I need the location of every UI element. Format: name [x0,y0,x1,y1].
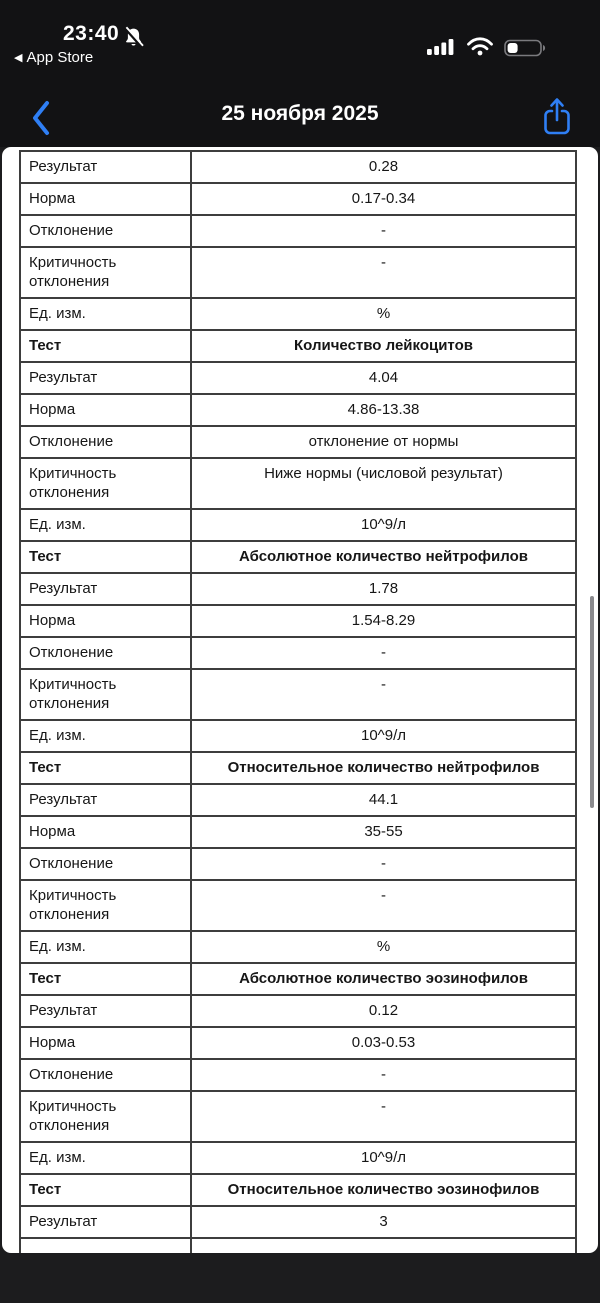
table-row [20,151,576,183]
table-row [20,330,576,362]
row-label [20,1238,191,1253]
row-label: Результат [20,573,191,605]
row-label: Критичность отклонения [20,1091,191,1142]
table-row [20,1059,576,1091]
row-label: Отклонение [20,1059,191,1091]
cellular-signal-icon [427,38,457,61]
results-table-body [20,151,576,1253]
status-time: 23:40 [63,22,120,45]
table-row [20,752,576,784]
table-row [20,605,576,637]
row-label: Ед. изм. [20,1142,191,1174]
row-label: Отклонение [20,426,191,458]
table-row [20,1091,576,1142]
row-value: 0.03-0.53 [191,1027,576,1059]
row-label: Тест [20,541,191,573]
header-bar [0,0,600,147]
table-row [20,1174,576,1206]
row-label: Критичность отклонения [20,669,191,720]
row-value: 3 [191,1206,576,1238]
row-label: Ед. изм. [20,720,191,752]
table-row [20,573,576,605]
row-label: Критичность отклонения [20,247,191,298]
row-label: Отклонение [20,637,191,669]
document-page[interactable] [2,147,598,1253]
table-row [20,720,576,752]
scrollbar-thumb[interactable] [590,596,594,808]
row-value: 4.86-13.38 [191,394,576,426]
row-label: Результат [20,995,191,1027]
page-title: 25 ноября 2025 [221,102,379,125]
row-label: Критичность отклонения [20,880,191,931]
table-row [20,183,576,215]
row-value: - [191,848,576,880]
row-value: 44.1 [191,784,576,816]
table-row [20,394,576,426]
table-row [20,1206,576,1238]
table-row [20,1027,576,1059]
row-value: - [191,1059,576,1091]
row-value: % [191,298,576,330]
bell-slash-icon [122,26,145,54]
table-row [20,247,576,298]
back-app-label: App Store [26,49,94,66]
row-label: Ед. изм. [20,931,191,963]
table-row [20,1142,576,1174]
table-row [20,458,576,509]
table-row [20,215,576,247]
row-label: Тест [20,330,191,362]
row-value: 0.17-0.34 [191,183,576,215]
row-value: Ниже нормы (числовой результат) [191,458,576,509]
row-value: % [191,931,576,963]
row-value: 0.28 [191,151,576,183]
row-label: Тест [20,752,191,784]
status-back-link[interactable] [14,49,93,66]
table-row [20,880,576,931]
row-label: Норма [20,605,191,637]
table-row-partial [20,1238,576,1253]
row-label: Результат [20,784,191,816]
row-label: Ед. изм. [20,298,191,330]
table-row [20,509,576,541]
lab-results-table [19,150,577,1253]
row-value: 10^9/л [191,720,576,752]
table-row [20,931,576,963]
row-label: Критичность отклонения [20,458,191,509]
row-value: - [191,215,576,247]
row-label: Норма [20,394,191,426]
row-label: Отклонение [20,848,191,880]
table-row [20,541,576,573]
row-label: Результат [20,151,191,183]
table-row [20,426,576,458]
table-row [20,816,576,848]
row-value: 1.54-8.29 [191,605,576,637]
row-value: Относительное количество нейтрофилов [191,752,576,784]
row-value: - [191,669,576,720]
table-row [20,362,576,394]
battery-low-icon [504,39,546,62]
row-value: 1.78 [191,573,576,605]
wifi-icon [466,37,494,61]
row-value: - [191,1091,576,1142]
row-value: 10^9/л [191,1142,576,1174]
row-value: 10^9/л [191,509,576,541]
row-value: - [191,247,576,298]
row-value: 0.12 [191,995,576,1027]
row-value: Относительное количество эозинофилов [191,1174,576,1206]
row-label: Тест [20,963,191,995]
row-label: Норма [20,1027,191,1059]
table-row [20,784,576,816]
row-value: - [191,637,576,669]
back-triangle-icon: ◀ [14,52,23,64]
row-value: Абсолютное количество нейтрофилов [191,541,576,573]
row-value [191,1238,576,1253]
row-value: отклонение от нормы [191,426,576,458]
row-label: Результат [20,1206,191,1238]
row-label: Тест [20,1174,191,1206]
share-icon [541,96,573,140]
table-row [20,669,576,720]
table-row [20,995,576,1027]
table-row [20,963,576,995]
row-label: Результат [20,362,191,394]
row-value: - [191,880,576,931]
row-label: Отклонение [20,215,191,247]
row-label: Норма [20,183,191,215]
row-label: Ед. изм. [20,509,191,541]
table-row [20,848,576,880]
table-row [20,637,576,669]
share-button[interactable] [541,96,573,145]
row-value: 4.04 [191,362,576,394]
table-row [20,298,576,330]
row-value: Абсолютное количество эозинофилов [191,963,576,995]
row-value: 35-55 [191,816,576,848]
row-value: Количество лейкоцитов [191,330,576,362]
row-label: Норма [20,816,191,848]
